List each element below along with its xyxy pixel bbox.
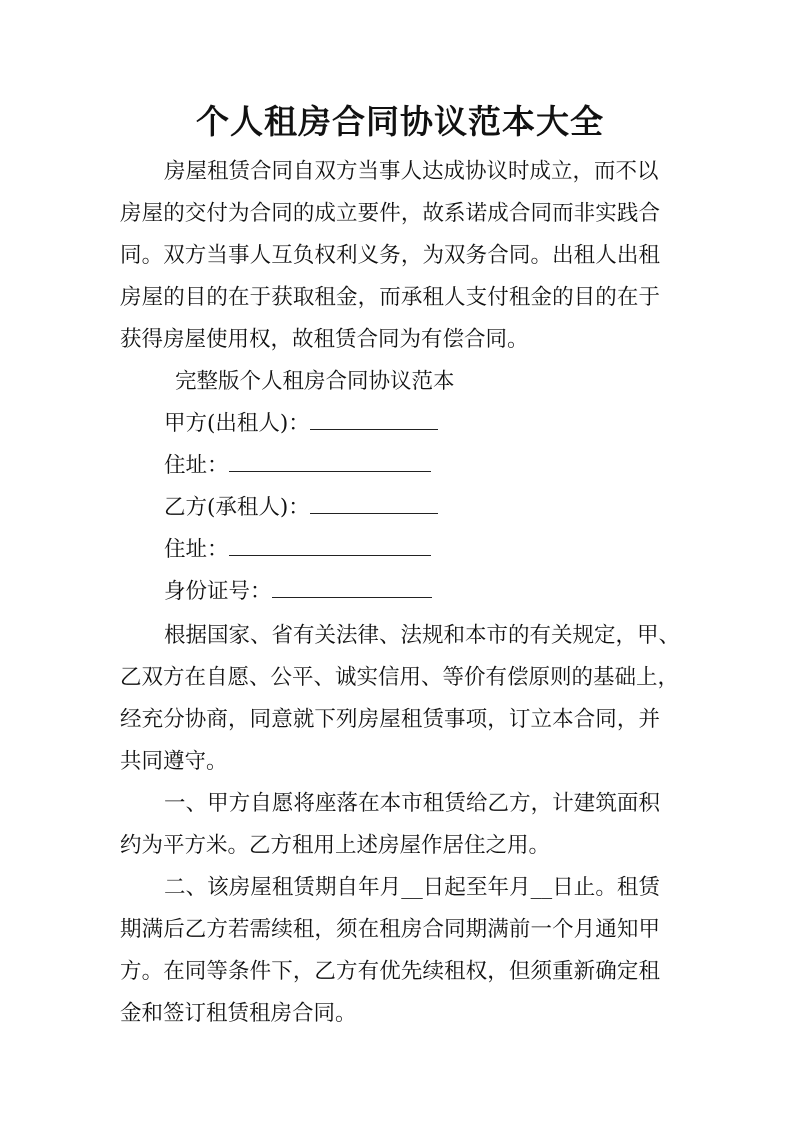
clause-2-line-3: 方。在同等条件下，乙方有优先续租权，但须重新确定租	[120, 959, 660, 984]
clause-1-line-1: 一、甲方自愿将座落在本市租赁给乙方，计建筑面积	[164, 791, 660, 816]
field-party-b-blank	[310, 495, 438, 514]
field-address-b	[164, 535, 431, 565]
subtitle: 完整版个人租房合同协议范本	[175, 369, 455, 394]
clause-2-line-4: 金和签订租赁租房合同。	[120, 1001, 357, 1026]
intro-line-2: 房屋的交付为合同的成立要件，故系诺成合同而非实践合	[120, 201, 660, 226]
document-title: 个人租房合同协议范本大全	[196, 102, 604, 141]
field-id-number-blank	[272, 579, 432, 598]
field-address-a-blank	[229, 453, 431, 472]
field-address-a-label: 住址：	[164, 453, 229, 478]
field-party-a-blank	[310, 411, 438, 430]
field-id-number	[164, 577, 432, 607]
preamble-line-4: 共同遵守。	[120, 749, 228, 774]
clause-2-line-2: 期满后乙方若需续租，须在租房合同期满前一个月通知甲	[120, 917, 660, 942]
field-party-b	[164, 493, 438, 523]
field-address-a	[164, 451, 431, 481]
clause-1-line-2: 约为平方米。乙方租用上述房屋作居住之用。	[120, 833, 551, 858]
intro-line-4: 房屋的目的在于获取租金，而承租人支付租金的目的在于	[120, 285, 660, 310]
preamble-line-3: 经充分协商，同意就下列房屋租赁事项，订立本合同，并	[120, 707, 660, 732]
field-party-a	[164, 409, 438, 439]
intro-line-5: 获得房屋使用权，故租赁合同为有偿合同。	[120, 327, 529, 352]
field-party-a-label: 甲方(出租人)：	[164, 411, 310, 436]
field-address-b-label: 住址：	[164, 537, 229, 562]
field-address-b-blank	[229, 537, 431, 556]
preamble-line-1: 根据国家、省有关法律、法规和本市的有关规定，甲、	[164, 623, 681, 648]
intro-line-3: 同。双方当事人互负权利义务，为双务合同。出租人出租	[120, 243, 660, 268]
intro-line-1: 房屋租赁合同自双方当事人达成协议时成立，而不以	[164, 159, 659, 184]
clause-2-line-1: 二、该房屋租赁期自年月__日起至年月__日止。租赁	[164, 875, 660, 900]
preamble-line-2: 乙双方在自愿、公平、诚实信用、等价有偿原则的基础上，	[120, 665, 680, 690]
field-party-b-label: 乙方(承租人)：	[164, 495, 310, 520]
field-id-number-label: 身份证号：	[164, 579, 272, 604]
